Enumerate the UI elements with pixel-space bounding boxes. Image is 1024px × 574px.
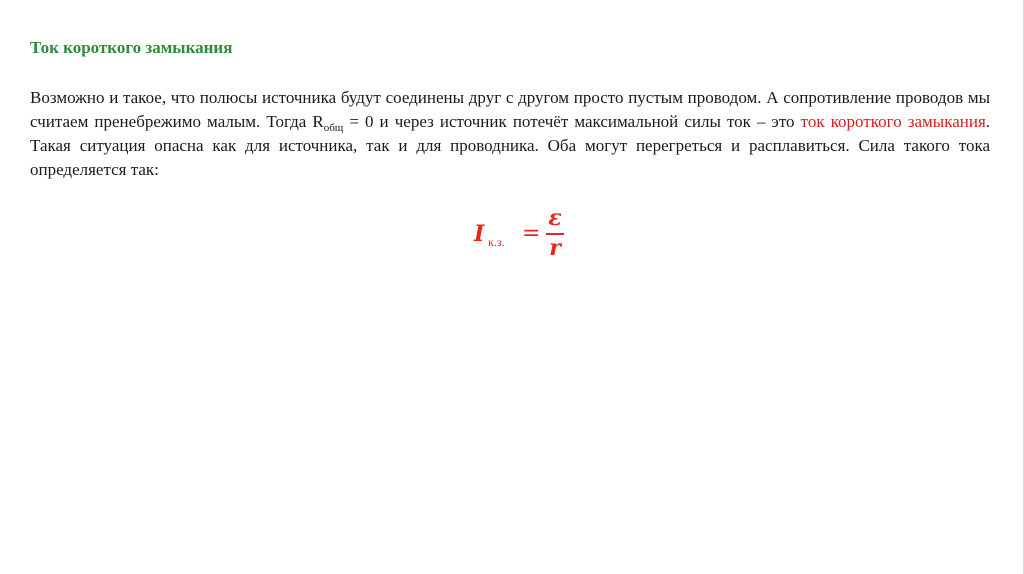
slide-title: Ток короткого замыкания	[30, 38, 233, 57]
formula-denominator: r	[549, 235, 561, 261]
resistance-subscript: общ	[323, 122, 344, 134]
paragraph-text-3: . Такая ситуация опасна как для источника, так и для проводника. Оба могут перегреться и расплавиться. Сила такого тока определяется так:	[30, 112, 991, 179]
paragraph-text-1: Возможно и такое, что полюсы источника будут соединены друг с другом просто пустым проводом. А сопротивление проводов мы считаем пренебрежимо малым. Тогда R	[30, 88, 990, 131]
formula-subscript: к.з.	[488, 235, 505, 249]
formula-current-symbol: I	[474, 221, 485, 247]
body-paragraph	[30, 86, 990, 182]
paragraph-text-2: = 0 и через источник потечёт максимальной силы ток – это	[343, 112, 801, 131]
formula-numerator: ε	[548, 205, 562, 231]
highlighted-term: ток короткого замыкания	[800, 112, 986, 131]
formula-equals: =	[522, 221, 541, 246]
